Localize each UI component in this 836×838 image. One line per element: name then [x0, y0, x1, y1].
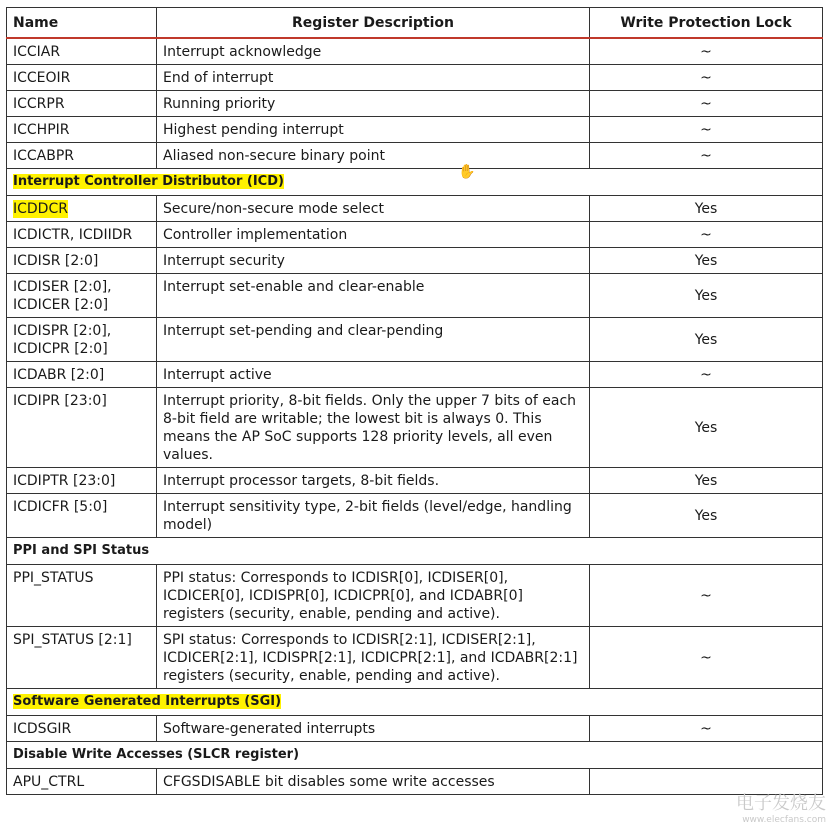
write-protection-lock: Yes — [590, 196, 823, 222]
register-name-cell — [7, 494, 157, 538]
register-description: CFGSDISABLE bit disables some write accesses — [157, 769, 590, 795]
register-name-cell — [7, 388, 157, 468]
section-label — [7, 538, 823, 565]
section-label — [7, 742, 823, 769]
register-description: Interrupt sensitivity type, 2-bit fields (level/edge, handling model) — [157, 494, 590, 538]
write-protection-lock: ~ — [590, 143, 823, 169]
section-row — [7, 742, 823, 769]
write-protection-lock: ~ — [590, 716, 823, 742]
register-name-cell — [7, 769, 157, 795]
register-name: ICDICTR, ICDIIDR — [13, 227, 133, 243]
register-name-cell — [7, 117, 157, 143]
table-row — [7, 468, 823, 494]
write-protection-lock — [590, 769, 823, 795]
write-protection-lock: ~ — [590, 222, 823, 248]
table-row — [7, 716, 823, 742]
header-description: Register Description — [157, 8, 590, 39]
table-row — [7, 117, 823, 143]
register-description: Aliased non-secure binary point — [157, 143, 590, 169]
hand-cursor-icon: ✋ — [458, 164, 476, 180]
register-name: ICDISER [2:0], — [13, 279, 112, 295]
section-row — [7, 169, 823, 196]
header-lock: Write Protection Lock — [590, 8, 823, 39]
register-name-cell — [7, 222, 157, 248]
table-row — [7, 248, 823, 274]
register-name-cell — [7, 91, 157, 117]
watermark-text: 电子发烧友 — [736, 793, 826, 814]
table-row — [7, 143, 823, 169]
table-row — [7, 627, 823, 689]
register-name: ICCIAR — [13, 44, 61, 60]
register-name: ICDSGIR — [13, 721, 72, 737]
section-label-text: Software Generated Interrupts (SGI) — [13, 694, 282, 709]
write-protection-lock: ~ — [590, 565, 823, 627]
register-name-cell — [7, 248, 157, 274]
register-name: ICDABR [2:0] — [13, 367, 105, 383]
register-description: Controller implementation — [157, 222, 590, 248]
write-protection-lock: ~ — [590, 91, 823, 117]
table-row — [7, 388, 823, 468]
register-name-cell — [7, 143, 157, 169]
register-name-cell — [7, 318, 157, 362]
register-name: ICCABPR — [13, 148, 75, 164]
register-name-cell — [7, 65, 157, 91]
table-body — [7, 38, 823, 795]
table-header-row — [7, 8, 823, 39]
write-protection-lock: ~ — [590, 65, 823, 91]
header-name: Name — [7, 8, 157, 39]
register-description: Interrupt acknowledge — [157, 38, 590, 65]
register-name: SPI_STATUS [2:1] — [13, 632, 132, 648]
register-name-cell — [7, 362, 157, 388]
register-name-cell — [7, 565, 157, 627]
register-description: Software-generated interrupts — [157, 716, 590, 742]
register-description: Interrupt set-enable and clear-enable — [157, 274, 590, 318]
register-name-cell — [7, 716, 157, 742]
section-label-text: PPI and SPI Status — [13, 543, 150, 558]
section-row — [7, 538, 823, 565]
register-name-cell — [7, 627, 157, 689]
register-name: ICCRPR — [13, 96, 65, 112]
write-protection-lock: ~ — [590, 627, 823, 689]
table-row — [7, 38, 823, 65]
register-name: ICDDCR — [13, 201, 68, 217]
register-description: Interrupt set-pending and clear-pending — [157, 318, 590, 362]
register-name: ICDIPTR [23:0] — [13, 473, 116, 489]
write-protection-lock: Yes — [590, 318, 823, 362]
register-name-cell — [7, 196, 157, 222]
table-row — [7, 318, 823, 362]
register-name: ICDICFR [5:0] — [13, 499, 108, 515]
register-description: PPI status: Corresponds to ICDISR[0], ICDISER[0], ICDICER[0], ICDISPR[0], ICDICPR[0], and ICDABR[0] registers (security, enable, pending and active). — [157, 565, 590, 627]
watermark — [686, 794, 826, 832]
table-row — [7, 565, 823, 627]
write-protection-lock: Yes — [590, 274, 823, 318]
register-name: APU_CTRL — [13, 774, 85, 790]
write-protection-lock: Yes — [590, 494, 823, 538]
write-protection-lock: ~ — [590, 38, 823, 65]
table-row — [7, 222, 823, 248]
table-row — [7, 196, 823, 222]
write-protection-lock: ~ — [590, 117, 823, 143]
table-row — [7, 362, 823, 388]
write-protection-lock: Yes — [590, 248, 823, 274]
register-description: Interrupt active — [157, 362, 590, 388]
register-description: SPI status: Corresponds to ICDISR[2:1], ICDISER[2:1], ICDICER[2:1], ICDISPR[2:1], ICDICPR[2:1], and ICDABR[2:1] registers (security, enable, pending and active). — [157, 627, 590, 689]
register-name-cell — [7, 468, 157, 494]
write-protection-lock: Yes — [590, 388, 823, 468]
register-description: Secure/non-secure mode select — [157, 196, 590, 222]
register-name: ICDICPR [2:0] — [13, 341, 108, 357]
register-description: Interrupt security — [157, 248, 590, 274]
table-row — [7, 769, 823, 795]
register-description: Running priority — [157, 91, 590, 117]
table-row — [7, 274, 823, 318]
register-name: ICDICER [2:0] — [13, 297, 109, 313]
table-row — [7, 91, 823, 117]
table-row — [7, 65, 823, 91]
section-label-text: Disable Write Accesses (SLCR register) — [13, 747, 300, 762]
register-name: ICDISPR [2:0], — [13, 323, 112, 339]
register-description: Interrupt priority, 8-bit fields. Only the upper 7 bits of each 8-bit field are writable; the lowest bit is always 0. This means the AP SoC supports 128 priority levels, all even values. — [157, 388, 590, 468]
table-row — [7, 494, 823, 538]
register-name: ICDIPR [23:0] — [13, 393, 107, 409]
register-name: ICCHPIR — [13, 122, 70, 138]
register-name: PPI_STATUS — [13, 570, 94, 586]
section-label — [7, 689, 823, 716]
register-name: ICDISR [2:0] — [13, 253, 99, 269]
register-description: End of interrupt — [157, 65, 590, 91]
write-protection-lock: Yes — [590, 468, 823, 494]
register-name-cell — [7, 274, 157, 318]
write-protection-lock: ~ — [590, 362, 823, 388]
register-description: Interrupt processor targets, 8-bit fields. — [157, 468, 590, 494]
section-label — [7, 169, 823, 196]
section-label-text: Interrupt Controller Distributor (ICD) — [13, 174, 284, 189]
register-name-cell — [7, 38, 157, 65]
register-table — [6, 7, 823, 795]
section-row — [7, 689, 823, 716]
watermark-url: www.elecfans.com — [742, 815, 826, 825]
register-name: ICCEOIR — [13, 70, 71, 86]
register-description: Highest pending interrupt — [157, 117, 590, 143]
